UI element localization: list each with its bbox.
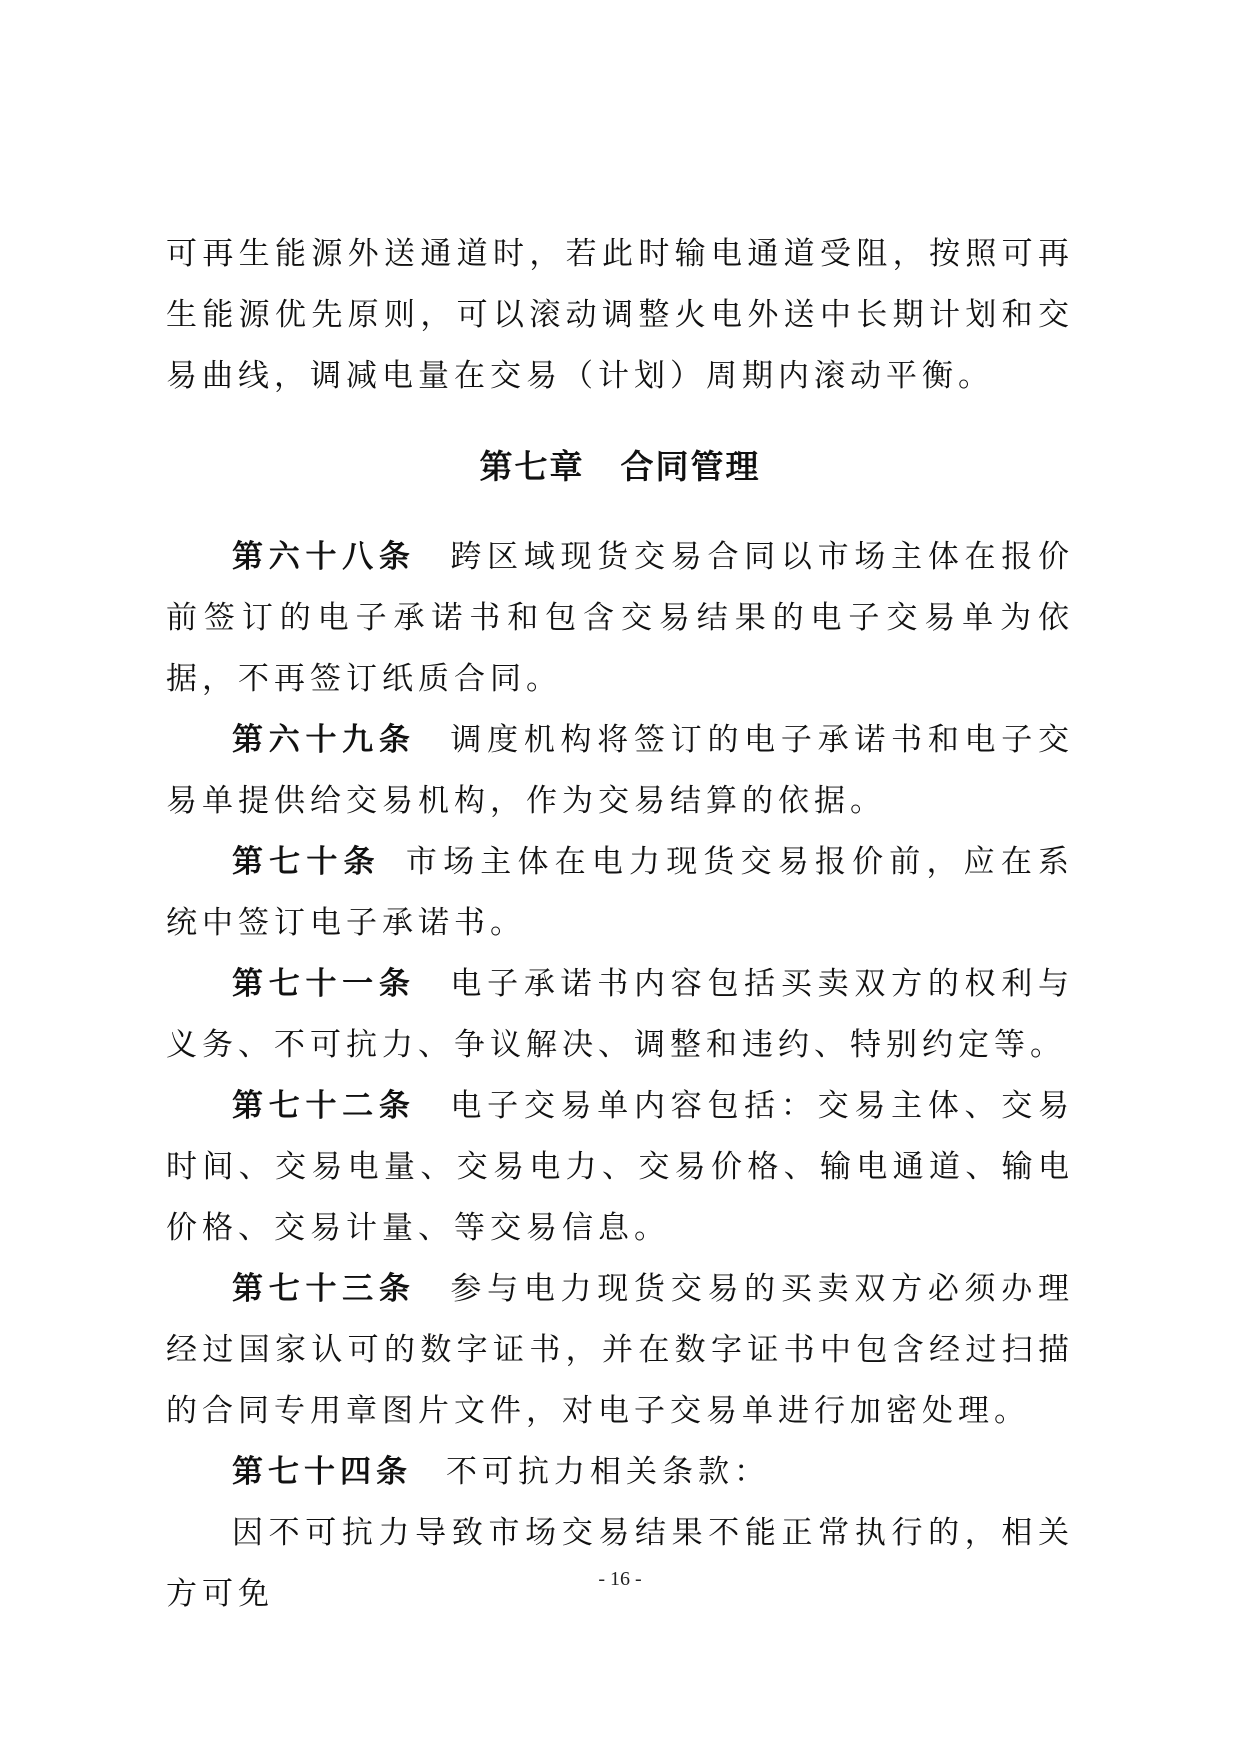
article-70 [166,832,1074,954]
page-number: - 16 - [598,1568,642,1590]
article-text: 市场主体在电力现货交易报价前，应在系统中签订电子承诺书。 [166,844,1075,941]
chapter-heading [166,437,1074,497]
document-body [166,224,1074,1625]
article-71 [166,954,1074,1076]
article-text: 不可抗力相关条款： [446,1454,770,1490]
article-69 [166,710,1074,832]
article-73 [166,1259,1074,1442]
article-74 [166,1442,1074,1503]
article-text: 调度机构将签订的电子承诺书和电子交易单提供给交易机构，作为交易结算的依据。 [166,722,1075,819]
chapter-title: 合同管理 [620,447,761,486]
article-number: 第七十条 [232,844,381,880]
article-number: 第六十八条 [232,539,416,575]
article-number: 第七十三条 [232,1271,416,1307]
article-text: 电子承诺书内容包括买卖双方的权利与义务、不可抗力、争议解决、调整和违约、特别约定等。 [166,966,1075,1063]
article-number: 第七十四条 [232,1454,412,1490]
article-number: 第六十九条 [232,722,416,758]
article-text: 参与电力现货交易的买卖双方必须办理经过国家认可的数字证书，并在数字证书中包含经过扫描的合同专用章图片文件，对电子交易单进行加密处理。 [166,1271,1075,1429]
article-68 [166,527,1074,710]
article-number: 第七十二条 [232,1088,416,1124]
article-text: 跨区域现货交易合同以市场主体在报价前签订的电子承诺书和包含交易结果的电子交易单为依据，不再签订纸质合同。 [166,539,1075,697]
article-number: 第七十一条 [232,966,416,1002]
article-72 [166,1076,1074,1259]
chapter-number: 第七章 [479,447,585,486]
closing-paragraph: 因不可抗力导致市场交易结果不能正常执行的，相关方可免 [166,1515,1074,1612]
intro-paragraph: 可再生能源外送通道时，若此时输电通道受阻，按照可再生能源优先原则，可以滚动调整火电外送中长期计划和交易曲线，调减电量在交易（计划）周期内滚动平衡。 [166,236,1074,394]
article-text: 电子交易单内容包括：交易主体、交易时间、交易电量、交易电力、交易价格、输电通道、输电价格、交易计量、等交易信息。 [166,1088,1075,1246]
